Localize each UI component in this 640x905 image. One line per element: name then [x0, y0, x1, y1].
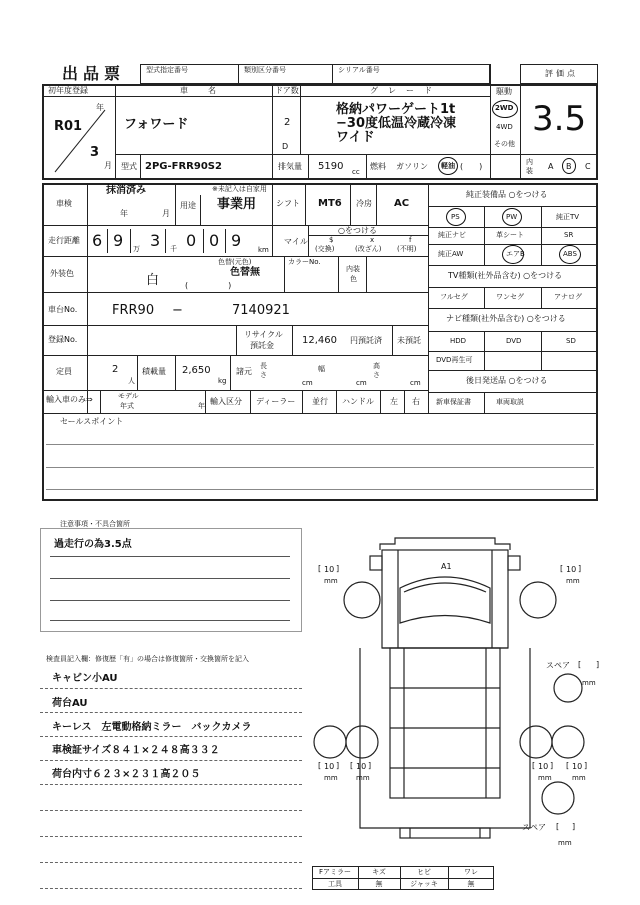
tire-rl2-bracket-r: ]: [368, 761, 372, 770]
color-original: ( ): [185, 281, 232, 290]
tire-rl1-bracket-r: ]: [336, 761, 340, 770]
handle-label: ハンドル: [342, 397, 374, 406]
caution-label: 注意事項・不具合箇所: [60, 520, 130, 528]
interior-b: B: [566, 162, 572, 171]
tv-fullseg: フルセグ: [440, 293, 468, 301]
inspection-year-unit: 年: [120, 209, 128, 218]
chassis-prefix: FRR90: [112, 303, 155, 318]
tools-value-3: 無: [467, 880, 475, 888]
load-label: 積載量: [142, 367, 166, 376]
score-label: 評価点: [545, 69, 578, 78]
tire-rr1-bracket-r: ]: [550, 761, 554, 770]
tire-fl-unit: mm: [324, 577, 338, 585]
inspector-line-1: キャビン小AU: [52, 673, 118, 684]
capacity-unit: 人: [128, 377, 135, 385]
recycle-label-2: 預託金: [250, 341, 274, 350]
width-label: 幅: [318, 365, 325, 373]
spare-2-unit: mm: [558, 839, 572, 847]
ac-value: AC: [394, 198, 410, 209]
shift-label: シフト: [276, 199, 300, 208]
model-code-label: 型式指定番号: [146, 66, 188, 74]
model-label: 型式: [121, 162, 137, 171]
tire-fl-bracket-r: ]: [336, 564, 340, 573]
door-count: 2: [284, 117, 291, 128]
import-label: 輸入車のみ⇒: [46, 395, 93, 404]
purpose-label: 用途: [180, 201, 196, 210]
fuel-diesel: 軽油: [441, 162, 455, 170]
mileage-digit-6: 9: [231, 231, 242, 250]
later-warranty: 新車保証書: [436, 398, 471, 406]
navi-hdd: HDD: [450, 337, 467, 345]
import-dealer: ディーラー: [256, 397, 296, 406]
ac-label: 冷房: [356, 199, 372, 208]
tire-fr-unit: mm: [566, 577, 580, 585]
equip-pw: PW: [506, 213, 518, 221]
grade-label: グレード: [370, 86, 442, 95]
mileage-label: 走行距離: [48, 236, 80, 245]
month-unit: 月: [104, 161, 112, 170]
tire-rr1-bracket-l: [: [532, 761, 536, 770]
handle-right: 右: [412, 397, 420, 406]
navi-type-title: ナビ種類(社外品含む) ○をつける: [446, 314, 566, 323]
displacement-unit: cc: [352, 168, 360, 176]
fuel-gasoline: ガソリン: [396, 162, 428, 171]
color-change-value: 色替無: [230, 267, 260, 278]
tire-fr-bracket-l: [: [560, 564, 564, 573]
equip-tv: 純正TV: [556, 213, 580, 221]
header-code-box: [140, 64, 490, 84]
model-year-label-2: 年式: [120, 402, 134, 410]
spare-1-bracket-r: ]: [596, 660, 600, 669]
length-unit: cm: [302, 379, 313, 387]
odo-opt1: (交換): [315, 245, 335, 253]
interior-color-label-1: 内装: [346, 265, 360, 273]
equip-aircon: エアB: [506, 250, 525, 258]
height-unit: cm: [410, 379, 421, 387]
mile-label: マイル: [284, 237, 308, 246]
tire-fr-bracket-r: ]: [578, 564, 582, 573]
year-unit: 年: [96, 103, 104, 112]
tools-value-1: 無: [375, 880, 383, 888]
tools-header-mirror: Fアミラー: [318, 868, 352, 876]
width-unit: cm: [356, 379, 367, 387]
color-no-label: カラーNo.: [288, 258, 321, 266]
tools-row-label: 工具: [328, 880, 342, 888]
score-value: 3.5: [532, 99, 587, 139]
drive-4wd: 4WD: [496, 123, 513, 131]
drive-2wd: 2WD: [495, 104, 514, 112]
tire-rr1-depth: 10: [538, 762, 549, 771]
inspector-line-5: 荷台内寸６２３×２３１高２０５: [52, 769, 201, 780]
interior-a: A: [548, 162, 554, 171]
inspector-line-2: 荷台AU: [52, 698, 88, 709]
chassis-label: 車台No.: [48, 305, 78, 314]
tools-value-2: ジャッキ: [410, 880, 438, 888]
recycle-paid: 円預託済: [350, 336, 382, 345]
load-unit: kg: [218, 377, 227, 385]
equip-aw: 純正AW: [438, 250, 464, 258]
fuel-label: 燃料: [370, 162, 386, 171]
interior-color-label-2: 色: [350, 275, 357, 283]
displacement-value: 5190: [318, 161, 344, 172]
spare-2-bracket-r: ]: [572, 822, 576, 831]
mileage-digit-1: 6: [92, 231, 103, 250]
length-label: 長さ: [260, 362, 267, 379]
truck-diagram: [300, 528, 600, 868]
tire-fr-depth: 10: [566, 565, 577, 574]
odo-opt1-sym: $: [329, 236, 334, 244]
std-equipment-title: 純正装備品 ○をつける: [466, 190, 548, 199]
tire-fl-depth: 10: [324, 565, 335, 574]
tire-rr2-bracket-l: [: [566, 761, 570, 770]
drive-other: その他: [494, 140, 515, 148]
odometer-circle-note: ○をつける: [338, 226, 377, 235]
inspection-month-unit: 月: [162, 209, 170, 218]
spare-1-unit: mm: [582, 679, 596, 687]
grade-line-3: ワイド: [336, 130, 375, 145]
spare-label-2: スペア: [522, 823, 546, 832]
later-manual: 車両取説: [496, 398, 524, 406]
spare-label-1: スペア: [546, 661, 570, 670]
sales-points-label: セールスポイント: [60, 417, 124, 426]
chassis-dash: −: [172, 303, 183, 318]
mileage-digit-2: 9: [113, 231, 124, 250]
tire-rr2-bracket-r: ]: [584, 761, 588, 770]
model-value: 2PG-FRR90S2: [145, 161, 222, 172]
drive-label: 駆動: [496, 87, 512, 96]
spare-1-bracket-l: [: [578, 660, 582, 669]
recycle-label-1: リサイクル: [244, 330, 283, 339]
inspector-line-3: キーレス 左電動格納ミラー バックカメラ: [52, 722, 252, 733]
later-ship-title: 後日発送品 ○をつける: [466, 376, 548, 385]
tv-analog: アナログ: [554, 293, 582, 301]
load-value: 2,650: [182, 365, 211, 376]
interior-c: C: [585, 162, 591, 171]
equip-navi: 純正ナビ: [438, 231, 466, 239]
mileage-digit-5: 0: [209, 231, 220, 250]
regno-label: 登録No.: [48, 335, 78, 344]
capacity-value: 2: [112, 364, 119, 375]
tire-rl1-unit: mm: [324, 774, 338, 782]
purpose-value: 事業用: [217, 197, 257, 212]
height-label: 高さ: [373, 362, 380, 379]
tire-rr1-unit: mm: [538, 774, 552, 782]
tire-rr2-unit: mm: [572, 774, 586, 782]
color-change-label: 色替(元色): [218, 258, 252, 266]
dvd-playback: DVD再生可: [436, 356, 473, 364]
fuel-other: ( ): [460, 162, 483, 171]
inspection-status: 抹消済み: [106, 185, 146, 196]
odo-opt2: (改ざん): [355, 245, 382, 253]
mileage-sen-unit: 千: [170, 245, 177, 253]
import-div-label: 輸入区分: [210, 397, 242, 406]
page-title: 出品票: [62, 64, 126, 83]
odo-opt2-sym: x: [370, 236, 375, 244]
equip-abs: ABS: [563, 250, 577, 258]
caution-line-1: 過走行の為3.5点: [54, 539, 132, 550]
inspector-label: 検査員記入欄：修復歴「有」の場合は修復箇所・交換箇所を記入: [46, 655, 249, 663]
odo-opt3-sym: f: [409, 236, 412, 244]
recycle-amount: 12,460: [302, 335, 337, 346]
tools-header-scratch: キズ: [372, 868, 386, 876]
shift-value: MT6: [318, 198, 342, 209]
car-name: フォワード: [124, 117, 189, 132]
serial-label: シリアル番号: [338, 66, 380, 74]
handle-left: 左: [390, 397, 398, 406]
tv-oneseg: ワンセグ: [496, 293, 524, 301]
first-reg-label: 初年度登録: [48, 86, 88, 95]
inspector-line-4: 車検証サイズ８４１×２４８高３３２: [52, 745, 220, 756]
displacement-label: 排気量: [278, 162, 302, 171]
tire-rl2-depth: 10: [356, 762, 367, 771]
tire-rr2-depth: 10: [572, 762, 583, 771]
car-name-label: 車名: [180, 86, 236, 95]
interior-label: 内装: [526, 158, 533, 175]
tire-fl-bracket-l: [: [318, 564, 322, 573]
tire-rl1-depth: 10: [324, 762, 335, 771]
exterior-label: 外装色: [50, 269, 74, 278]
odo-opt3: (不明): [397, 245, 417, 253]
spare-2-bracket-l: [: [556, 822, 560, 831]
model-year-unit: 年: [198, 402, 205, 410]
tire-rl2-unit: mm: [356, 774, 370, 782]
first-reg-month: 3: [90, 145, 100, 160]
inspection-label: 車検: [56, 199, 72, 208]
tools-header-crack: ヒビ: [417, 868, 431, 876]
import-parallel: 並行: [312, 397, 328, 406]
model-year-label-1: モデル: [118, 392, 139, 400]
equip-sr: SR: [564, 231, 574, 239]
first-reg-year: R01: [54, 119, 83, 134]
tools-header-break: ワレ: [464, 868, 478, 876]
purpose-note: ※未記入は自家用: [212, 185, 267, 193]
grade-line-2: −30度低温冷蔵冷凍: [336, 116, 456, 131]
doors-label: ドア数: [275, 86, 299, 95]
tire-rl1-bracket-l: [: [318, 761, 322, 770]
dims-label: 諸元: [236, 367, 252, 376]
capacity-label: 定員: [56, 367, 72, 376]
exterior-value: 白: [146, 273, 160, 288]
navi-dvd: DVD: [506, 337, 522, 345]
mileage-km-unit: km: [258, 246, 269, 254]
chassis-number: 7140921: [232, 303, 290, 318]
grade-line-1: 格納パワーゲート1t: [336, 102, 456, 117]
mileage-digit-4: 0: [186, 231, 197, 250]
tv-type-title: TV種類(社外品含む) ○をつける: [448, 271, 563, 280]
door-type: D: [282, 142, 289, 151]
navi-sd: SD: [566, 337, 576, 345]
mileage-digit-3: 3: [150, 231, 161, 250]
mileage-man-unit: 万: [133, 245, 140, 253]
damage-mark-a1: A1: [441, 562, 452, 571]
equip-ps: PS: [451, 213, 460, 221]
slash-line: [50, 108, 110, 174]
equip-leather: 革シート: [496, 231, 524, 239]
tire-rl2-bracket-l: [: [350, 761, 354, 770]
recycle-unpaid: 未預託: [397, 336, 421, 345]
class-label: 類別区分番号: [244, 66, 286, 74]
